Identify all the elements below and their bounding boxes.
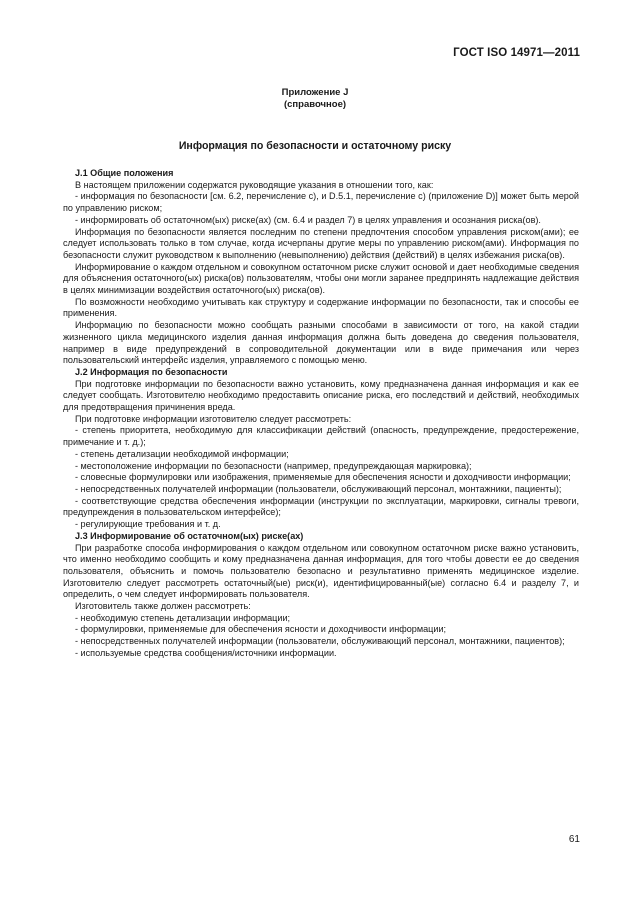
list-item: - степень приоритета, необходимую для классификации действий (опасность, предупреждение, предостережение, примечание и т. д.);	[63, 425, 579, 448]
list-item: - словесные формулировки или изображения, применяемые для обеспечения ясности и доходчивости информации;	[75, 472, 571, 483]
paragraph: В настоящем приложении содержатся руководящие указания в отношении того, как:	[75, 179, 434, 190]
paragraph: Изготовитель также должен рассмотреть:	[75, 601, 251, 612]
annex-heading: Информация по безопасности и остаточному риску	[178, 140, 452, 152]
list-item: - соответствующие средства обеспечения информации (инструкции по эксплуатации, маркировки, сигналы тревоги, предупреждения в пользовательском интерфейсе);	[63, 495, 579, 518]
paragraph: Информирование о каждом отдельном и совокупном остаточном риске служит основой и дает необходимые сведения для объяснения остаточного(ых) риска(ов) пользователям, чтобы они могли заранее предпринять надлежащие действия в целях минимизации воздействия остаточного(ых) риска(ов).	[63, 261, 579, 296]
list-item: - информация по безопасности [см. 6.2, перечисление с), и D.5.1, перечисление с) (приложение D)] может быть мерой по управлению риском;	[63, 191, 579, 214]
paragraph: При разработке способа информирования о каждом отдельном или совокупном остаточном риске важно установить, что именно необходимо сообщить и кому предназначена данная информация, для того чтобы довести ее до сведения пользователя, объяснить и помочь пользователю безопасно и результативно применять медицинское изделие. Изготовителю следует рассмотреть остаточный(ые) риск(и), идентифицированный(ые) согласно 6.4 и разделу 7, и определить, о чем следует информировать пользователя.	[63, 542, 579, 600]
annex-title-block	[0, 87, 630, 111]
paragraph: При подготовке информации по безопасности важно установить, кому предназначена данная информация и как ее следует сообщать. Изготовителю необходимо предоставить описание риска, его последствий и действий, необходимых для предотвращения причинения вреда.	[63, 378, 579, 413]
paragraph: По возможности необходимо учитывать как структуру и содержание информации по безопасности, так и способы ее применения.	[63, 296, 579, 319]
list-item: - регулирующие требования и т. д.	[75, 519, 221, 530]
list-item: - информировать об остаточном(ых) риске(ах) (см. 6.4 и раздел 7) в целях управления и осознания риска(ов).	[75, 214, 541, 225]
list-item: - непосредственных получателей информации (пользователи, обслуживающий персонал, монтажники, пациентов);	[75, 636, 565, 647]
standard-code: ГОСТ ISO 14971—2011	[453, 47, 580, 59]
list-item: - формулировки, применяемые для обеспечения ясности и доходчивости информации;	[75, 624, 447, 635]
list-item: - используемые средства сообщения/источники информации.	[75, 647, 337, 658]
paragraph: Информация по безопасности является последним по степени предпочтения способом управления риском(ами); ее следует использовать только в том случае, когда исчерпаны другие меры по управлению риском(ами). Информация по безопасности служит руководством к выполнению (невыполнению) действия (действий) в целях избежания риска(ов).	[63, 226, 579, 260]
list-item: - степень детализации необходимой информации;	[75, 448, 289, 459]
annex-title: Приложение J	[281, 87, 349, 98]
paragraph: При подготовке информации изготовителю следует рассмотреть:	[75, 413, 352, 424]
annex-type: (справочное)	[283, 99, 347, 110]
section-heading-j1: J.1 Общие положения	[75, 168, 174, 178]
list-item: - необходимую степень детализации информации;	[75, 612, 291, 623]
page-number: 61	[568, 834, 580, 845]
paragraph: Информацию по безопасности можно сообщать разными способами в зависимости от того, на какой стадии жизненного цикла медицинского изделия данная информация должна быть доведена до сведения пользователя, например в виде предупреждений в сопроводительной документации или в виде примечания или через пользовательский интерфейс изделия, управляемого с помощью меню.	[63, 320, 579, 366]
list-item: - непосредственных получателей информации (пользователи, обслуживающий персонал, монтажники, пациенты);	[75, 483, 562, 494]
section-heading-j3: J.3 Информирование об остаточном(ых) риске(ах)	[75, 530, 304, 541]
section-heading-j2: J.2 Информация по безопасности	[75, 366, 228, 377]
document-body	[63, 168, 579, 660]
list-item: - местоположение информации по безопасности (например, предупреждающая маркировка);	[75, 460, 472, 471]
